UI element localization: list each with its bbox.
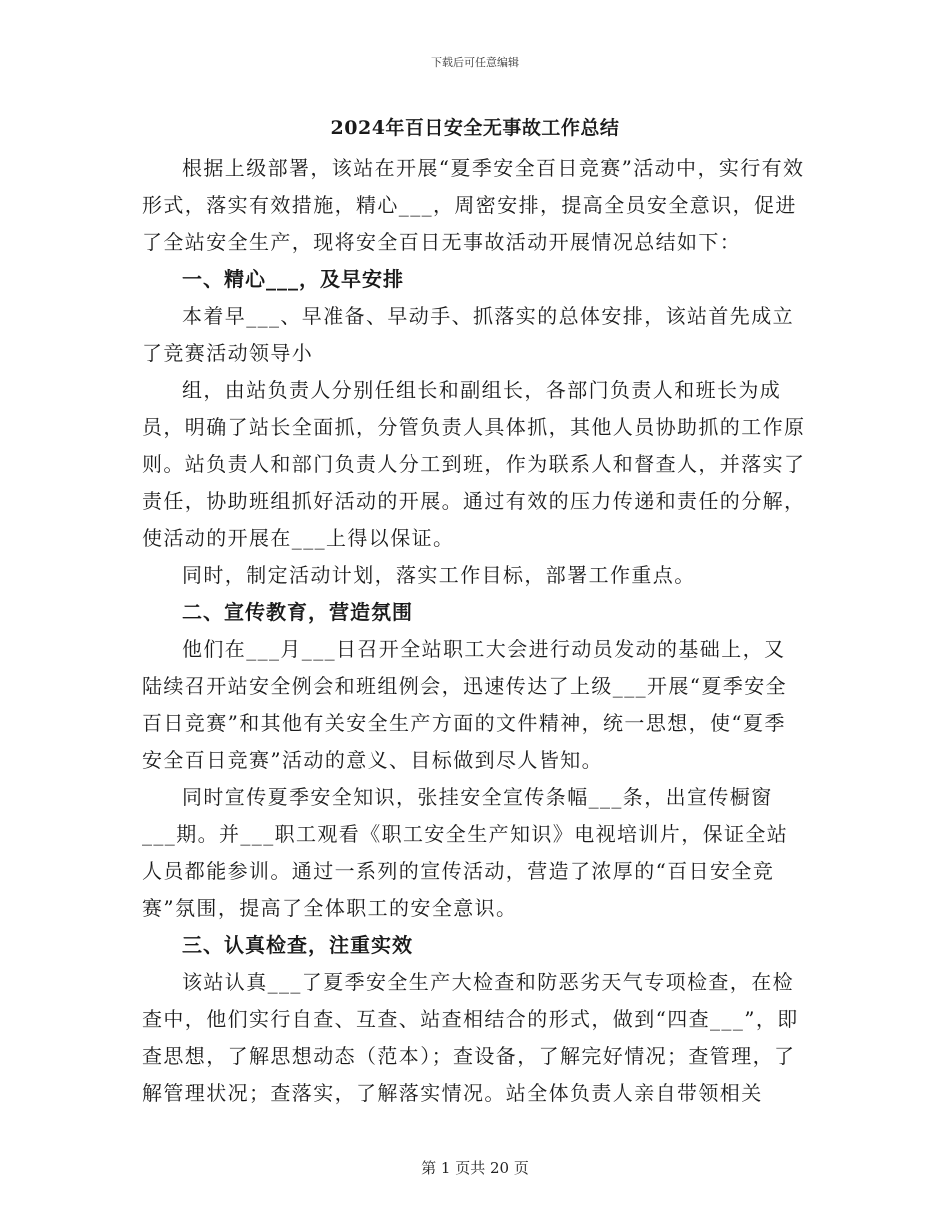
header-note: 下载后可任意编辑 [431, 56, 519, 69]
document-body [142, 150, 806, 1112]
document-title: 2024年百日安全无事故工作总结 [330, 117, 620, 139]
paragraph-5: 他们在___月___日召开全站职工大会进行动员发动的基础上，又陆续召开站安全例会和班组例会，迅速传达了上级___开展“夏季安全百日竞赛”和其他有关安全生产方面的文件精神，统一思想，使“夏季安全百日竞赛”活动的意义、目标做到尽人皆知。 [142, 637, 788, 772]
paragraph-2: 本着早___、早准备、早动手、抓落实的总体安排，该站首先成立了竞赛活动领导小 [142, 304, 794, 365]
paragraph-4: 同时，制定活动计划，落实工作目标，部署工作重点。 [182, 563, 696, 587]
section-heading-2: 二、宣传教育，营造氛围 [182, 600, 413, 624]
paragraph-7: 该站认真___了夏季安全生产大检查和防恶劣天气专项检查，在检查中，他们实行自查、互查、站查相结合的形式，做到“四查___”，即查思想，了解思想动态（范本）；查设备，了解完好情况；查管理，了解管理状况；查落实，了解落实情况。站全体负责人亲自带领相关 [142, 970, 799, 1105]
section-heading-3: 三、认真检查，注重实效 [182, 933, 413, 957]
paragraph-6: 同时宣传夏季安全知识，张挂安全宣传条幅___条，出宣传橱窗___期。并___职工观看《职工安全生产知识》电视培训片，保证全站人员都能参训。通过一系列的宣传活动，营造了浓厚的“百日安全竞赛”氛围，提高了全体职工的安全意识。 [142, 785, 789, 920]
paragraph-intro: 根据上级部署，该站在开展“夏季安全百日竞赛”活动中，实行有效形式，落实有效措施，精心___，周密安排，提高全员安全意识，促进了全站安全生产，现将安全百日无事故活动开展情况总结如下： [142, 156, 805, 254]
section-heading-1: 一、精心___，及早安排 [182, 267, 404, 291]
page-footer: 第 1 页共 20 页 [421, 1159, 529, 1177]
paragraph-3: 组，由站负责人分别任组长和副组长，各部门负责人和班长为成员，明确了站长全面抓，分管负责人具体抓，其他人员协助抓的工作原则。站负责人和部门负责人分工到班，作为联系人和督查人，并落实了责任，协助班组抓好活动的开展。通过有效的压力传递和责任的分解，使活动的开展在___上得以保证。 [142, 378, 806, 550]
